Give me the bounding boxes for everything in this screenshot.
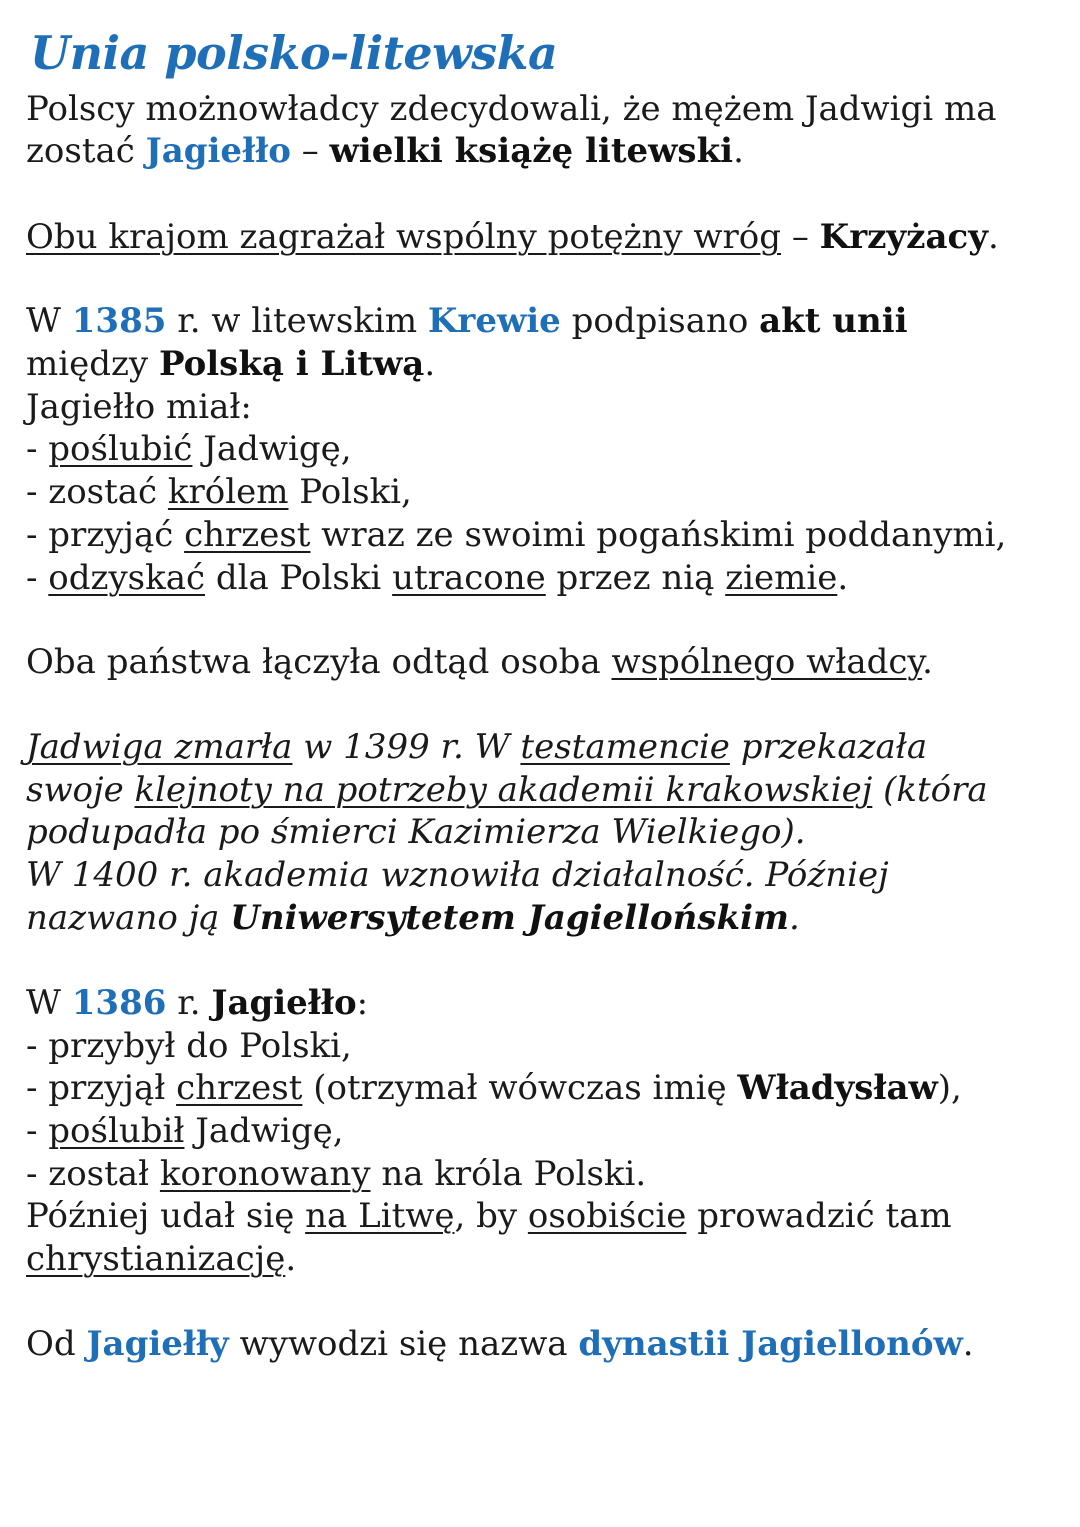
p5-line-5	[26, 897, 800, 940]
p6-line-6	[26, 1195, 952, 1238]
text: - zostać	[26, 472, 168, 512]
text: przez nią	[545, 558, 726, 598]
text: zostać	[26, 131, 146, 171]
list-item	[26, 1153, 646, 1196]
p6-line-1	[26, 982, 368, 1025]
text: W 1400 r. akademia wznowiła działalność. Później	[26, 855, 889, 895]
list-item	[26, 557, 848, 600]
underlined-text: testamencie	[520, 727, 730, 767]
underlined-text: utracone	[392, 558, 546, 598]
p3-intro	[26, 386, 252, 429]
text: Jadwigę,	[192, 429, 352, 469]
text: ),	[937, 1068, 962, 1108]
text: .	[285, 1239, 297, 1279]
text: , by	[454, 1196, 528, 1236]
text: .	[962, 1324, 974, 1364]
p3-line-2	[26, 343, 435, 386]
text: - przybył do Polski,	[26, 1026, 352, 1066]
text: Jagiełło miał:	[26, 387, 252, 427]
text: r.	[166, 983, 212, 1023]
text: W	[26, 301, 72, 341]
text: na króla Polski.	[370, 1154, 647, 1194]
highlight-name: Jagiełły	[86, 1324, 229, 1364]
underlined-text: poślubić	[48, 429, 193, 469]
text: podpisano	[560, 301, 760, 341]
text: Jadwigę,	[184, 1111, 344, 1151]
underlined-text: Jadwiga zmarła	[26, 727, 293, 767]
text: - przyjąć	[26, 515, 185, 555]
text: .	[987, 217, 999, 257]
underlined-text: chrystianizację	[26, 1239, 286, 1279]
text: Polscy możnowładcy zdecydowali, że mężem Jadwigi ma	[26, 89, 997, 129]
p2-line	[26, 216, 999, 259]
p5-line-3	[26, 811, 806, 854]
text: między	[26, 344, 159, 384]
text: -	[26, 429, 49, 469]
text: podupadła po śmierci Kazimierza Wielkiego).	[26, 812, 806, 852]
text: .	[922, 642, 933, 682]
underlined-text: osobiście	[527, 1196, 687, 1236]
bold-text: Krzyżacy	[819, 217, 988, 257]
text: .	[837, 558, 849, 598]
list-item	[26, 471, 412, 514]
text: - został	[26, 1154, 160, 1194]
text: (która	[872, 770, 988, 810]
highlight-place: Krewie	[427, 301, 561, 341]
list-item	[26, 428, 352, 471]
text: wywodzi się nazwa	[228, 1324, 579, 1364]
underlined-text: królem	[167, 472, 289, 512]
text: .	[424, 344, 436, 384]
underlined-text: chrzest	[184, 515, 311, 555]
text: –	[781, 217, 820, 257]
text: -	[26, 558, 49, 598]
bold-text: Władysław	[737, 1068, 938, 1108]
bold-text: akt unii	[759, 301, 908, 341]
p1-line-1	[26, 88, 996, 131]
underlined-text: klejnoty na potrzeby akademii krakowskiej	[134, 770, 873, 810]
highlight-year: 1386	[71, 983, 167, 1023]
underlined-text: Obu krajom zagrażał wspólny potężny wróg	[26, 217, 782, 257]
underlined-text: na Litwę	[305, 1196, 455, 1236]
underlined-text: odzyskać	[48, 558, 206, 598]
p3-line-1	[26, 300, 908, 343]
list-item	[26, 1110, 344, 1153]
p6-line-7	[26, 1238, 296, 1281]
p7-line	[26, 1323, 974, 1366]
bold-text: wielki książę litewski	[329, 131, 734, 171]
text: .	[789, 898, 800, 938]
underlined-text: chrzest	[176, 1068, 303, 1108]
bold-text: Jagiełło	[211, 983, 357, 1023]
underlined-text: wspólnego władcy	[611, 642, 923, 682]
underlined-text: poślubił	[48, 1111, 185, 1151]
p5-line-4	[26, 854, 889, 897]
underlined-text: ziemie	[725, 558, 838, 598]
p5-line-2	[26, 769, 988, 812]
text: Później udał się	[26, 1196, 306, 1236]
text: wraz ze swoimi pogańskimi poddanymi,	[310, 515, 1007, 555]
underlined-text: koronowany	[159, 1154, 371, 1194]
text: przekazała	[729, 727, 928, 767]
bold-text: Uniwersytetem Jagiellońskim	[230, 898, 789, 938]
p4-line	[26, 641, 933, 684]
list-item	[26, 1067, 962, 1110]
text: Polski,	[288, 472, 412, 512]
text: w 1399 r. W	[292, 727, 521, 767]
highlight-name: Jagiełło	[145, 131, 291, 171]
highlight-dynasty: dynastii Jagiellonów	[578, 1324, 963, 1364]
text: W	[26, 983, 72, 1023]
page-title: Unia polsko-litewska	[30, 26, 558, 80]
text: dla Polski	[205, 558, 393, 598]
text: Od	[26, 1324, 87, 1364]
text: (otrzymał wówczas imię	[302, 1068, 738, 1108]
p1-line-2	[26, 130, 744, 173]
list-item	[26, 514, 1006, 557]
list-item	[26, 1025, 352, 1068]
text: –	[290, 131, 330, 171]
text: swoje	[26, 770, 135, 810]
text: :	[356, 983, 369, 1023]
highlight-year: 1385	[71, 301, 167, 341]
text: .	[733, 131, 744, 171]
p5-line-1	[26, 726, 927, 769]
text: Oba państwa łączyła odtąd osoba	[26, 642, 612, 682]
bold-text: Polską i Litwą	[158, 344, 425, 384]
text: r. w litewskim	[166, 301, 428, 341]
text: -	[26, 1111, 49, 1151]
text: prowadzić tam	[686, 1196, 952, 1236]
text: nazwano ją	[26, 898, 231, 938]
text: - przyjął	[26, 1068, 177, 1108]
